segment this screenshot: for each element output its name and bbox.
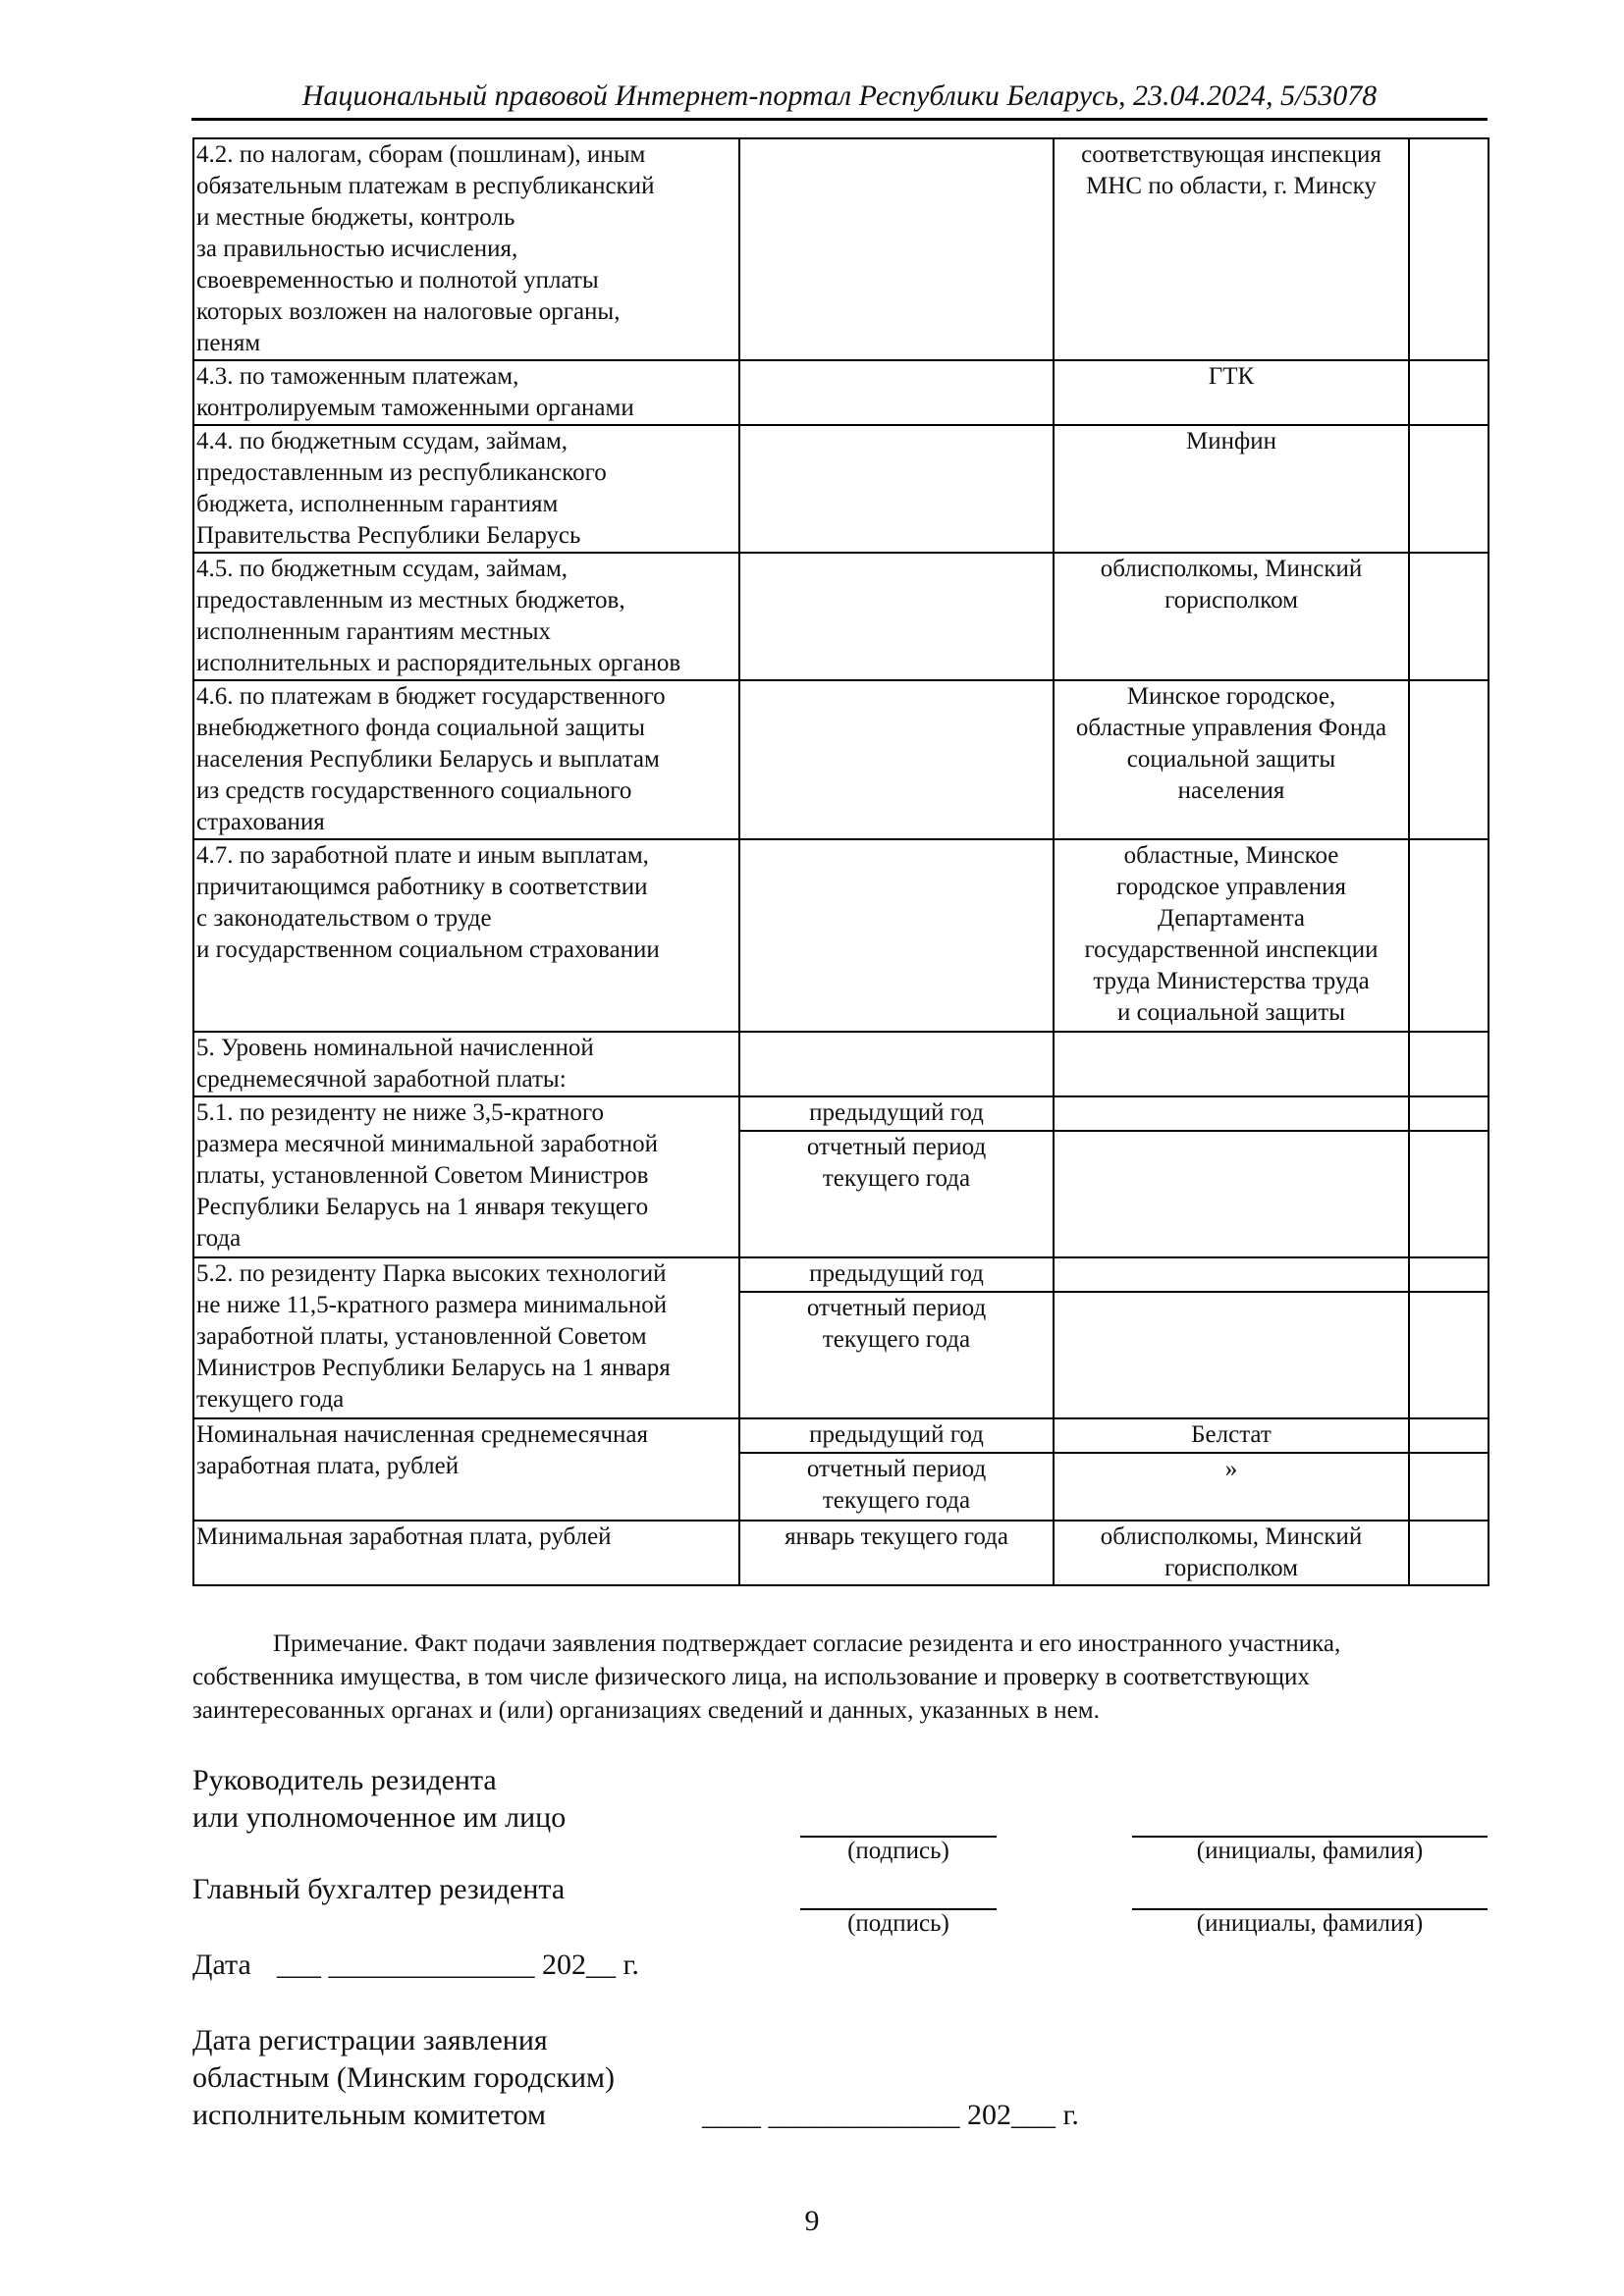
source-cell: [1054, 1521, 1409, 1585]
value-cell[interactable]: [1409, 1096, 1489, 1131]
source-cell-line: Минфин: [1186, 428, 1276, 454]
table-row: [193, 680, 1489, 839]
source-cell: [1054, 1096, 1409, 1131]
head-name-caption: (инициалы, фамилия): [1196, 1838, 1424, 1864]
indicator-cell-line: бюджета, исполненным гарантиям: [196, 491, 559, 517]
indicator-cell-line: страхования: [196, 809, 325, 835]
period-cell: [739, 553, 1054, 680]
value-cell[interactable]: [1409, 1131, 1489, 1257]
source-cell-line: областные управления Фонда: [1075, 715, 1387, 741]
source-cell: [1054, 425, 1409, 553]
indicator-cell-line: текущего года: [196, 1386, 345, 1413]
source-cell-line: труда Министерства труда: [1093, 968, 1370, 994]
source-cell-line: государственной инспекции: [1084, 936, 1379, 963]
registration-label-line1: Дата регистрации заявления: [192, 2024, 548, 2056]
indicator-cell-line: 5. Уровень номинальной начисленной: [196, 1035, 594, 1061]
value-cell[interactable]: [1409, 1453, 1489, 1521]
indicator-cell-line: 5.2. по резиденту Парка высоких технологий: [196, 1260, 667, 1287]
indicator-cell-line: предоставленным из республиканского: [196, 459, 607, 486]
period-cell: [739, 1292, 1054, 1418]
indicator-cell-line: населения Республики Беларусь и выплатам: [196, 746, 660, 773]
period-cell: [739, 360, 1054, 425]
period-cell: [739, 1257, 1054, 1292]
value-cell[interactable]: [1409, 425, 1489, 553]
note-line: собственника имущества, в том числе физического лица, на использование и проверку в соответствующих: [192, 1664, 1310, 1690]
value-cell[interactable]: [1409, 680, 1489, 839]
indicator-cell-line: платы, установленной Советом Министров: [196, 1162, 649, 1189]
period-cell-line: предыдущий год: [809, 1260, 984, 1287]
table-row: [193, 138, 1489, 360]
registration-label-line3: исполнительным комитетом: [192, 2099, 546, 2131]
chief-accountant-label: Главный бухгалтер резидента: [192, 1873, 566, 1905]
indicator-cell-line: размера месячной минимальной заработной: [196, 1131, 659, 1157]
source-cell: [1054, 1257, 1409, 1292]
page-header: Национальный правовой Интернет-портал Республики Беларусь, 23.04.2024, 5/53078: [301, 80, 1378, 112]
table-row: [193, 1032, 1489, 1096]
data-table: [192, 137, 1489, 1586]
source-cell-line: Минское городское,: [1126, 683, 1336, 710]
registration-label-line2: областным (Минским городским): [192, 2061, 616, 2094]
indicator-cell: [193, 1257, 739, 1418]
indicator-cell-line: исполнительных и распорядительных органов: [196, 650, 681, 676]
indicator-cell: [193, 1096, 739, 1257]
period-cell: [739, 1096, 1054, 1131]
value-cell[interactable]: [1409, 1032, 1489, 1096]
header-rule: [191, 118, 1488, 121]
indicator-cell-line: причитающимся работнику в соответствии: [196, 874, 648, 900]
indicator-cell-line: 5.1. по резиденту не ниже 3,5-кратного: [196, 1099, 604, 1126]
value-cell[interactable]: [1409, 839, 1489, 1032]
period-cell-line: отчетный период: [806, 1134, 987, 1160]
indicator-cell-line: предоставленным из местных бюджетов,: [196, 587, 625, 614]
indicator-cell-line: и местные бюджеты, контроль: [196, 204, 515, 231]
value-cell[interactable]: [1409, 553, 1489, 680]
source-cell-line: облисполкомы, Минский: [1100, 556, 1363, 582]
source-cell: [1054, 553, 1409, 680]
accountant-signature-caption: (подпись): [847, 1910, 949, 1937]
indicator-cell: [193, 360, 739, 425]
note: [192, 1628, 1488, 1728]
indicator-cell-line: заработная плата, рублей: [196, 1453, 460, 1479]
indicator-cell: [193, 1521, 739, 1585]
source-cell: [1054, 680, 1409, 839]
indicator-cell-line: 4.7. по заработной плате и иным выплатам,: [196, 842, 649, 869]
indicator-cell-line: заработной платы, установленной Советом: [196, 1323, 647, 1350]
indicator-cell-line: пеням: [196, 330, 261, 356]
indicator-cell-line: обязательным платежам в республиканский: [196, 173, 655, 199]
indicator-cell-line: и государственном социальном страховании: [196, 936, 660, 963]
value-cell[interactable]: [1409, 1521, 1489, 1585]
period-cell: [739, 1521, 1054, 1585]
indicator-cell-line: внебюджетного фонда социальной защиты: [196, 715, 645, 741]
source-cell-line: горисполком: [1164, 1555, 1298, 1581]
accountant-name-caption: (инициалы, фамилия): [1196, 1910, 1424, 1937]
table-row: [193, 1521, 1489, 1585]
indicator-cell: [193, 839, 739, 1032]
source-cell-line: соответствующая инспекция: [1081, 141, 1381, 168]
period-cell-line: текущего года: [822, 1165, 971, 1192]
indicator-cell-line: года: [196, 1225, 242, 1252]
indicator-cell-line: не ниже 11,5-кратного размера минимальной: [196, 1292, 668, 1318]
indicator-cell: [193, 138, 739, 360]
indicator-cell-line: 4.6. по платежам в бюджет государственного: [196, 683, 666, 710]
registration-date-blank[interactable]: ____ _____________ 202___ г.: [702, 2099, 1079, 2131]
value-cell[interactable]: [1409, 1292, 1489, 1418]
indicator-cell: [193, 1032, 739, 1096]
period-cell: [739, 1418, 1054, 1453]
date-blank[interactable]: ___ ______________ 202__ г.: [277, 1949, 639, 1981]
table-row: [193, 360, 1489, 425]
period-cell: [739, 839, 1054, 1032]
source-cell: [1054, 839, 1409, 1032]
source-cell-line: облисполкомы, Минский: [1100, 1523, 1363, 1550]
period-cell-line: текущего года: [822, 1487, 971, 1514]
indicator-cell-line: 4.2. по налогам, сборам (пошлинам), иным: [196, 141, 646, 168]
period-cell: [739, 425, 1054, 553]
indicator-cell-line: Номинальная начисленная среднемесячная: [196, 1421, 649, 1448]
source-cell-line: Белстат: [1191, 1421, 1272, 1448]
indicator-cell-line: которых возложен на налоговые органы,: [196, 298, 621, 325]
indicator-cell-line: Республики Беларусь на 1 января текущего: [196, 1194, 649, 1220]
source-cell: [1054, 1453, 1409, 1521]
period-cell-line: текущего года: [822, 1326, 971, 1353]
table-row: [193, 1096, 1489, 1131]
indicator-cell: [193, 1418, 739, 1521]
source-cell: [1054, 138, 1409, 360]
indicator-cell-line: исполненным гарантиям местных: [196, 618, 552, 645]
date-label: Дата: [192, 1949, 251, 1981]
period-cell: [739, 680, 1054, 839]
source-cell: [1054, 1131, 1409, 1257]
indicator-cell: [193, 425, 739, 553]
period-cell-line: предыдущий год: [809, 1099, 984, 1126]
source-cell-line: Департамента: [1157, 905, 1306, 932]
source-cell-line: городское управления: [1115, 874, 1347, 900]
table-row: [193, 553, 1489, 680]
indicator-cell-line: Министров Республики Беларусь на 1 января: [196, 1355, 671, 1381]
indicator-cell-line: Минимальная заработная плата, рублей: [196, 1523, 612, 1550]
page-number: 9: [804, 2205, 820, 2237]
source-cell-line: и социальной защиты: [1116, 999, 1345, 1026]
indicator-cell-line: своевременностью и полнотой уплаты: [196, 267, 599, 294]
note-line: Примечание. Факт подачи заявления подтверждает согласие резидента и его иностранного участника,: [273, 1630, 1341, 1657]
source-cell-line: населения: [1177, 777, 1285, 804]
period-cell-line: отчетный период: [806, 1295, 987, 1321]
indicator-cell-line: с законодательством о труде: [196, 905, 492, 932]
table-row: [193, 1257, 1489, 1292]
period-cell: [739, 1453, 1054, 1521]
source-cell: [1054, 360, 1409, 425]
period-cell: [739, 138, 1054, 360]
source-cell: [1054, 1418, 1409, 1453]
table-row: [193, 1418, 1489, 1453]
period-cell: [739, 1131, 1054, 1257]
value-cell[interactable]: [1409, 360, 1489, 425]
source-cell-line: социальной защиты: [1126, 746, 1336, 773]
note-line: заинтересованных органах и (или) организациях сведений и данных, указанных в нем.: [192, 1697, 1100, 1724]
indicator-cell-line: из средств государственного социального: [196, 777, 632, 804]
indicator-cell-line: 4.5. по бюджетным ссудам, займам,: [196, 556, 568, 582]
head-label-line1: Руководитель резидента: [192, 1764, 497, 1796]
period-cell-line: январь текущего года: [785, 1523, 1008, 1550]
value-cell[interactable]: [1409, 138, 1489, 360]
indicator-cell-line: 4.3. по таможенным платежам,: [196, 363, 519, 390]
indicator-cell-line: 4.4. по бюджетным ссудам, займам,: [196, 428, 568, 454]
source-cell: [1054, 1292, 1409, 1418]
head-signature-caption: (подпись): [847, 1838, 949, 1864]
indicator-cell: [193, 680, 739, 839]
source-cell-line: ГТК: [1208, 363, 1255, 390]
source-cell-line: »: [1224, 1456, 1238, 1482]
indicator-cell-line: контролируемым таможенными органами: [196, 395, 634, 421]
period-cell-line: отчетный период: [806, 1456, 987, 1482]
table-row: [193, 839, 1489, 1032]
indicator-cell-line: среднемесячной заработной платы:: [196, 1066, 567, 1093]
value-cell[interactable]: [1409, 1418, 1489, 1453]
head-label-line2: или уполномоченное им лицо: [192, 1801, 567, 1834]
period-cell-line: предыдущий год: [809, 1421, 984, 1448]
source-cell-line: МНС по области, г. Минску: [1086, 173, 1377, 199]
source-cell: [1054, 1032, 1409, 1096]
indicator-cell: [193, 553, 739, 680]
period-cell: [739, 1032, 1054, 1096]
indicator-cell-line: Правительства Республики Беларусь: [196, 522, 581, 549]
source-cell-line: областные, Минское: [1123, 842, 1339, 869]
indicator-cell-line: за правильностью исчисления,: [196, 236, 518, 262]
value-cell[interactable]: [1409, 1257, 1489, 1292]
table-row: [193, 425, 1489, 553]
source-cell-line: горисполком: [1164, 587, 1298, 614]
